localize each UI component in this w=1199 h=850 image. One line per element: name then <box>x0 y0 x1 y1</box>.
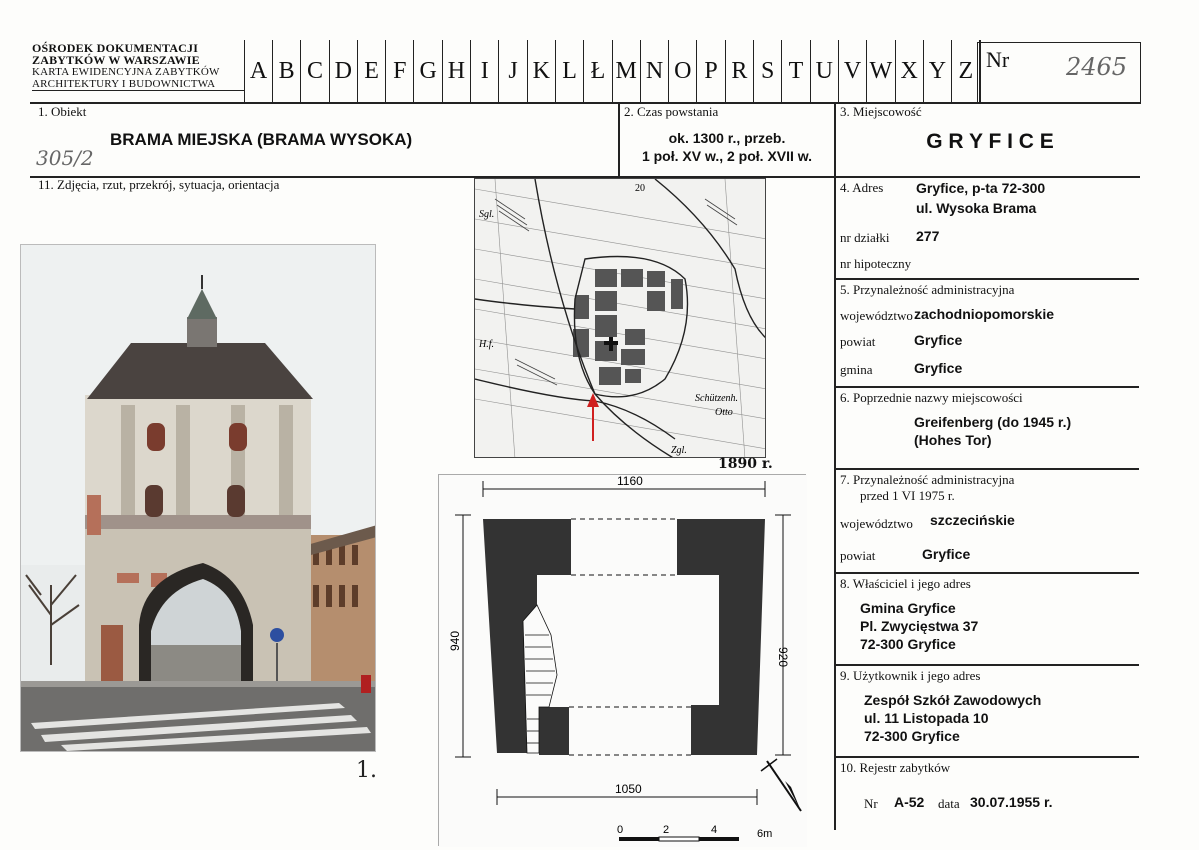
map-label-otto: Otto <box>715 407 733 418</box>
map-label-hf: H.f. <box>479 339 494 350</box>
adres-line1: Gryfice, p-ta 72-300 <box>916 180 1046 196</box>
record-number-box <box>977 42 1141 104</box>
alphabet-letter: H <box>442 40 470 102</box>
alphabet-letter: U <box>810 40 838 102</box>
woj-label: województwo <box>840 308 913 323</box>
map-label-20: 20 <box>635 183 645 194</box>
rule-row1 <box>30 102 1140 104</box>
alphabet-letter: D <box>329 40 357 102</box>
rejestr-nr-label: Nr <box>864 796 878 811</box>
map-label-sgl: Sgl. <box>479 209 495 220</box>
rule-przynaleznosc <box>834 386 1139 388</box>
dzialka-value: 277 <box>916 228 940 244</box>
ground-plan <box>438 474 806 846</box>
card-title-1: KARTA EWIDENCYJNA ZABYTKÓW <box>32 66 220 78</box>
poprzednie-line2: (Hohes Tor) <box>914 432 992 448</box>
scale-label-2: 2 <box>663 824 670 836</box>
alphabet-letter: W <box>866 40 894 102</box>
rejestr-label: 10. Rejestr zabytków <box>840 760 951 775</box>
adres-line2: ul. Wysoka Brama <box>916 200 1037 216</box>
alphabet-index <box>244 40 981 102</box>
przed1975-label: 7. Przynależność administracyjna <box>840 472 1015 487</box>
czas-line1: ok. 1300 r., przeb. <box>668 130 786 146</box>
miejscowosc-label: 3. Miejscowość <box>840 104 922 119</box>
gmina-label: gmina <box>840 362 873 377</box>
alphabet-letter: O <box>668 40 696 102</box>
alphabet-letter: V <box>838 40 866 102</box>
situation-map-image <box>475 179 766 458</box>
uzytkownik-line2: ul. 11 Listopada 10 <box>864 710 989 726</box>
plan-dim-right: 920 <box>776 647 790 668</box>
poprzednie-label: 6. Poprzednie nazwy miejscowości <box>840 390 1023 405</box>
przed1975-powiat-value: Gryfice <box>922 546 971 562</box>
hipoteczny-label: nr hipoteczny <box>840 256 912 271</box>
institution-header <box>32 42 244 91</box>
rule-col-czas <box>618 102 620 177</box>
czas-label: 2. Czas powstania <box>624 104 719 119</box>
gate-photo <box>20 244 376 752</box>
rule-col-right <box>834 102 836 830</box>
rule-adres <box>834 278 1139 280</box>
alphabet-letter: S <box>753 40 781 102</box>
powiat-label: powiat <box>840 334 876 349</box>
alphabet-letter: N <box>640 40 668 102</box>
scale-label-6m: 6m <box>757 828 773 840</box>
uzytkownik-label: 9. Użytkownik i jego adres <box>840 668 981 683</box>
zdjecia-label: 11. Zdjęcia, rzut, przekrój, sytuacja, orientacja <box>38 177 280 192</box>
map-label-schutzenh: Schützenh. <box>695 393 739 404</box>
alphabet-letter: J <box>498 40 526 102</box>
wlasciciel-line3: 72-300 Gryfice <box>860 636 956 652</box>
wlasciciel-line2: Pl. Zwycięstwa 37 <box>860 618 979 634</box>
przynaleznosc-label: 5. Przynależność administracyjna <box>840 282 1015 297</box>
plan-dim-top: 1160 <box>617 475 643 488</box>
alphabet-letter: Y <box>923 40 951 102</box>
poprzednie-line1: Greifenberg (do 1945 r.) <box>914 414 1072 430</box>
adres-label: 4. Adres <box>840 180 884 195</box>
plan-dim-bottom: 1050 <box>615 782 642 796</box>
przed1975-woj-value: szczecińskie <box>930 512 1015 528</box>
obiekt-label: 1. Obiekt <box>38 104 87 119</box>
record-number-label: Nr <box>986 47 1010 72</box>
przed1975-woj-label: województwo <box>840 516 913 531</box>
alphabet-letter: G <box>413 40 441 102</box>
uzytkownik-line3: 72-300 Gryfice <box>864 728 960 744</box>
alphabet-letter: Z <box>951 40 979 102</box>
rule-wlasciciel <box>834 664 1139 666</box>
alphabet-letter: T <box>781 40 809 102</box>
wlasciciel-line1: Gmina Gryfice <box>860 600 956 616</box>
alphabet-letter: E <box>357 40 385 102</box>
situation-map <box>474 178 766 458</box>
obiekt-value: BRAMA MIEJSKA (BRAMA WYSOKA) <box>110 130 413 149</box>
alphabet-letter: L <box>555 40 583 102</box>
miejscowosc-value: G R Y F I C E <box>926 130 1054 153</box>
wlasciciel-label: 8. Właściciel i jego adres <box>840 576 971 591</box>
alphabet-letter: B <box>272 40 300 102</box>
gate-photo-image <box>21 245 376 752</box>
uzytkownik-line1: Zespół Szkół Zawodowych <box>864 692 1042 708</box>
institution-name-1: OŚRODEK DOKUMENTACJI <box>32 41 199 55</box>
czas-line2: 1 poł. XV w., 2 poł. XVII w. <box>641 148 813 164</box>
gmina-value: Gryfice <box>914 360 963 376</box>
rule-uzytkownik <box>834 756 1139 758</box>
alphabet-letter: M <box>612 40 640 102</box>
alphabet-letter: I <box>470 40 498 102</box>
ground-plan-drawing <box>439 475 807 847</box>
dzialka-label: nr działki <box>840 230 890 245</box>
scale-label-4: 4 <box>711 824 718 836</box>
obiekt-hand-note: 305/2 <box>36 146 94 170</box>
alphabet-letter: K <box>527 40 555 102</box>
alphabet-letter: Ł <box>583 40 611 102</box>
alphabet-letter: C <box>300 40 328 102</box>
rule-przed1975 <box>834 572 1139 574</box>
alphabet-letter: A <box>244 40 272 102</box>
record-number-value: 2465 <box>1066 53 1128 81</box>
alphabet-letter: X <box>895 40 923 102</box>
institution-name-2: ZABYTKÓW W WARSZAWIE <box>32 53 200 67</box>
card-title-2: ARCHITEKTURY I BUDOWNICTWA <box>32 78 244 91</box>
alphabet-letter: R <box>725 40 753 102</box>
przed1975-powiat-label: powiat <box>840 548 876 563</box>
rejestr-nr-value: A-52 <box>894 794 925 810</box>
alphabet-letter: P <box>696 40 724 102</box>
przed1975-label2: przed 1 VI 1975 r. <box>860 488 955 503</box>
rule-poprzednie <box>834 468 1139 470</box>
map-year: 1890 r. <box>718 456 773 472</box>
plan-dim-left: 940 <box>448 630 462 651</box>
photo-number: 1. <box>356 758 377 783</box>
alphabet-letter: F <box>385 40 413 102</box>
scale-label-0: 0 <box>617 824 624 836</box>
map-label-zgl: Zgl. <box>671 445 687 456</box>
woj-value: zachodniopomorskie <box>914 306 1055 322</box>
rejestr-data-label: data <box>938 796 960 811</box>
powiat-value: Gryfice <box>914 332 963 348</box>
rejestr-data-value: 30.07.1955 r. <box>970 794 1053 810</box>
